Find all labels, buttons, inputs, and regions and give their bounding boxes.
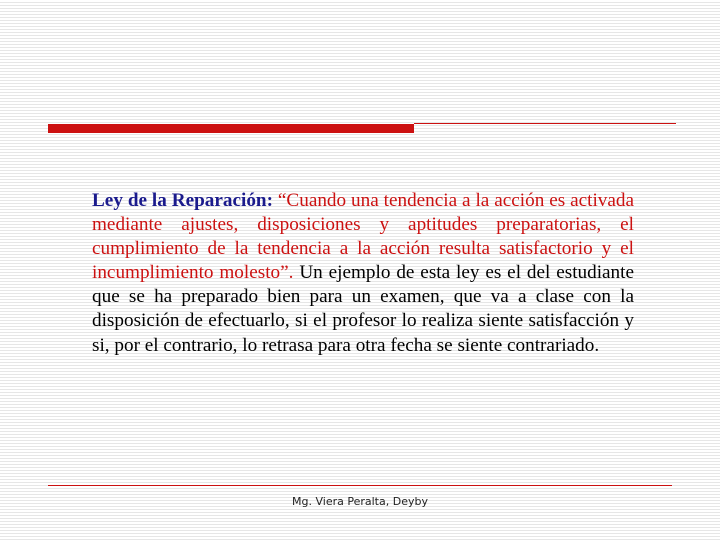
example-text: Un ejemplo de esta ley es el del estudiante que se ha preparado bien para un examen, que va a clase con la disposición de efectuarlo, si el profesor lo realiza siente satisfacción y si, por el contrario, lo retrasa para otra fecha se siente contrariado. [92, 262, 635, 356]
header-rule-thick [48, 124, 414, 133]
slide-body-paragraph [92, 189, 634, 358]
law-title: Ley de la Reparación: [92, 190, 273, 211]
header-rule-thin [414, 123, 676, 124]
footer-author: Mg. Viera Peralta, Deyby [292, 495, 428, 508]
footer-rule [48, 485, 672, 486]
law-definition-quote: “Cuando una tendencia a la acción es activada mediante ajustes, disposiciones y aptitudes preparatorias, el cumplimiento de la tendencia a la acción resulta satisfactorio y el incumplimiento molesto”. [92, 190, 634, 284]
